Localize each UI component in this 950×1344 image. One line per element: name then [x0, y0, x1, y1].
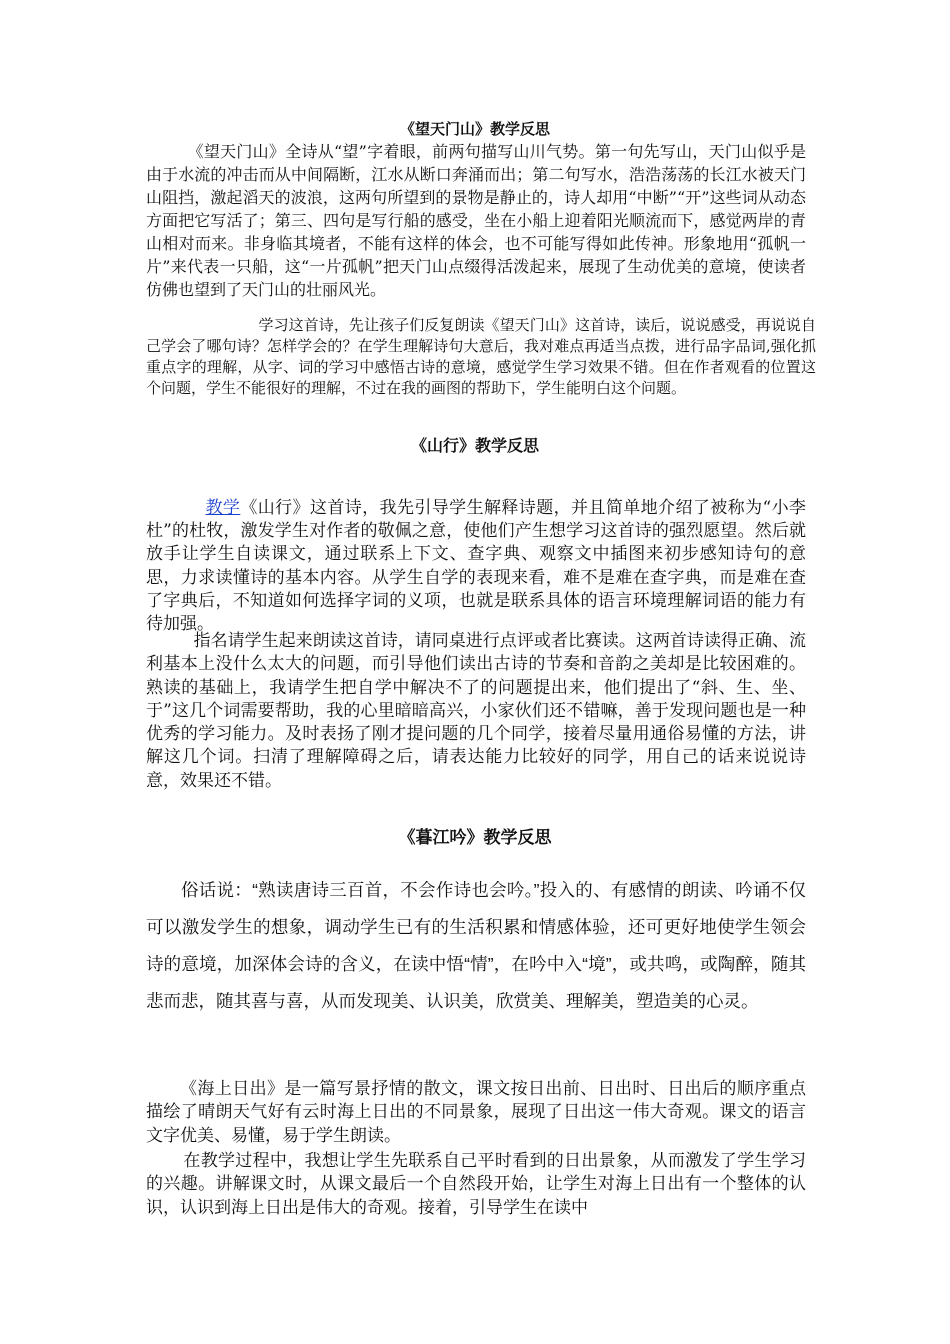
paragraph: 《海上日出》是一篇写景抒情的散文，课文按日出前、日出时、日出后的顺序重点描绘了晴朗天气好有云时海上日出的不同景象，展现了日出这一伟大奇观。课文的语言文字优美、易懂，易于学生朗读。	[146, 1079, 806, 1146]
paragraph: 俗话说：“熟读唐诗三百首，不会作诗也会吟。”投入的、有感情的朗读、吟诵不仅可以激发学生的想象，调动学生已有的生活积累和情感体验，还可更好地使学生领会诗的意境，加深体会诗的含义，在读中悟“情”，在吟中入“境”，或共鸣，或陶醉，随其悲而悲，随其喜与喜，从而发现美、认识美，欣赏美、理解美，塑造美的心灵。	[146, 880, 806, 1011]
paragraph: 学习这首诗，先让孩子们反复朗读《望天门山》这首诗，读后，说说感受，再说说自己学会了哪句诗？怎样学会的？在学生理解诗句大意后，我对难点再适当点拨，进行品字品词,强化抓重点字的理解，从字、词的学习中感悟古诗的意境，感觉学生学习效果不错。但在作者观看的位置这个问题，学生不能很好的理解，不过在我的画图的帮助下，学生能明白这个问题。	[146, 316, 816, 397]
section-title-mujiangyin: 《暮江吟》教学反思	[398, 828, 552, 847]
section-title-wangtianmenshan: 《望天门山》教学反思	[399, 120, 550, 138]
paragraph: 《望天门山》全诗从“望”字着眼，前两句描写山川气势。第一句先写山，天门山似乎是由于水流的冲击而从中间隔断，江水从断口奔涌而出；第二句写水，浩浩荡荡的长江水被天门山阻挡，激起滔天的波浪，这两句所望到的景物是静止的，诗人却用“中断”“开”这些词从动态方面把它写活了；第三、四句是写行船的感受，坐在小船上迎着阳光顺流而下，感觉两岸的青山相对而来。非身临其境者，不能有这样的体会，也不可能写得如此传神。形象地用“孤帆一片”来代表一只船，这“一片孤帆”把天门山点缀得活泼起来，展现了生动优美的意境，使读者仿佛也望到了天门山的壮丽风光。	[146, 142, 806, 299]
paragraph: 在教学过程中，我想让学生先联系自己平时看到的日出景象，从而激发了学生学习的兴趣。讲解课文时，从课文最后一个自然段开始，让学生对海上日出有一个整体的认识，认识到海上日出是伟大的奇观。接着，引导学生在读中	[146, 1151, 806, 1218]
paragraph: 指名请学生起来朗读这首诗，请同桌进行点评或者比赛读。这两首诗读得正确、流利基本上没什么太大的问题，而引导他们读出古诗的节奏和音韵之美却是比较困难的。熟读的基础上，我请学生把自学中解决不了的问题提出来，他们提出了“斜、生、坐、于”这几个词需要帮助，我的心里暗暗高兴，小家伙们还不错嘛，善于发现问题也是一种优秀的学习能力。及时表扬了刚才提问题的几个同学，接着尽量用通俗易懂的方法，讲解这几个词。扫清了理解障碍之后，请表达能力比较好的同学，用自己的话来说说诗意，效果还不错。	[146, 631, 806, 791]
section-title-shanxing: 《山行》教学反思	[410, 436, 539, 455]
teaching-link[interactable]: 教学	[205, 498, 241, 518]
paragraph	[146, 497, 806, 636]
paragraph-text: 《山行》这首诗，我先引导学生解释诗题，并且简单地介绍了被称为“小李杜”的杜牧，激发学生对作者的敬佩之意，使他们产生想学习这首诗的强烈愿望。然后就放手让学生自读课文，通过联系上下文、查字典、观察文中插图来初步感知诗句的意思，力求读懂诗的基本内容。从学生自学的表现来看，难不是难在查字典，而是难在查了字典后，不知道如何选择字词的义项，也就是联系具体的语言环境理解词语的能力有待加强。	[146, 498, 806, 635]
